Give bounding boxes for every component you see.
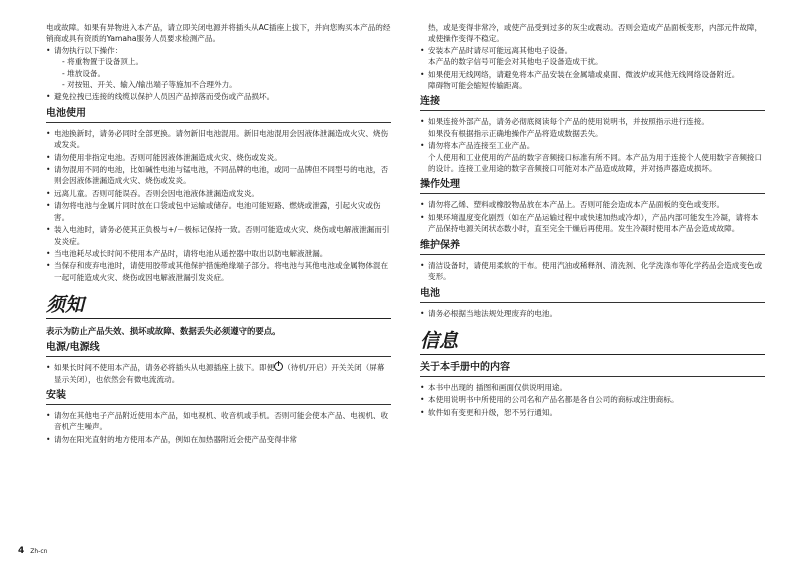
list-item: • 电池换新时，请务必同时全部更换。请勿新旧电池混用。新旧电池混用会因液体泄漏造成火灾、烧伤或发炎。 — [46, 128, 391, 151]
list-item: • 请务必根据当地法规处理废弃的电池。 — [420, 308, 765, 319]
intro-paragraph: 电或故障。如果有异物进入本产品，请立即关闭电源并将插头从AC插座上拔下，并向您购买本产品的经销商或具有资质的Yamaha服务人员要求检测产品。 — [46, 23, 391, 44]
notice-lead: 表示为防止产品失效、损坏或故障、数据丢失必须遵守的要点。 — [46, 326, 281, 337]
section-heading-install: 安装 — [46, 389, 391, 405]
list-item: • 清洁设备时，请使用柔软的干布。使用汽油或稀释剂、清洗剂、化学洗涤布等化学药品会造成变色或变形。 — [420, 260, 765, 283]
install-more-list — [420, 45, 765, 92]
notice-heading: 须知 — [46, 293, 391, 319]
list-item: • 装入电池时，请务必使其正负极与+/－极标记保持一致。否则可能造成火灾、烧伤或电解液泄漏而引发炎症。 — [46, 224, 391, 247]
sub-item: - 对按钮、开关、输入/输出端子等施加不合理外力。 — [62, 80, 237, 90]
list-item: • 请勿在阳光直射的地方使用本产品，例如在加热器附近会使产品变得非常 — [46, 434, 391, 445]
power-list — [46, 362, 391, 385]
battery-list — [46, 128, 391, 283]
power-icon — [274, 362, 283, 371]
list-item: • 请勿在其他电子产品附近使用本产品，如电视机、收音机或手机。否则可能会使本产品、电视机、收音机产生噪声。 — [46, 410, 391, 433]
list-item: • 如果连接外部产品，请务必彻底阅读每个产品的使用说明书，并按照指示进行连接。 如果没有根据指示正确地操作产品将造成数据丢失。 — [420, 116, 765, 139]
list-item: • 请勿使用非指定电池。否则可能因液体泄漏造成火灾、烧伤或发炎。 — [46, 152, 391, 163]
section-heading-battery: 电池使用 — [46, 107, 391, 123]
list-item: • 请勿将本产品连接至工业产品。 个人使用和工业使用的产品的数字音频接口标准有所不同。本产品为用于连接个人使用数字音频接口的设计。连接工业用途的数字音频接口可能对本产品造成故障，并对扬声器造成损坏。 — [420, 140, 765, 174]
list-item: • 软件如有变更和升级，恕不另行通知。 — [420, 407, 765, 418]
section-heading-connect: 连接 — [420, 95, 765, 111]
maintenance-list — [420, 260, 765, 283]
section-heading-power: 电源/电源线 — [46, 341, 391, 357]
list-item: • 本书中出现的 插图和画面仅供说明用途。 — [420, 382, 765, 393]
continued-paragraph: 热，或是变得非常冷，或使产品受到过多的灰尘或震动。否则会造成产品面板变形，内部元件故障，或使操作变得不稳定。 — [428, 23, 763, 44]
section-heading-maintenance: 维护保养 — [420, 239, 765, 255]
list-item: • 当保存和废弃电池时，请使用胶带或其他保护措施绝缘端子部分。将电池与其他电池或金属物体混在一起可能造成火灾、烧伤或因电解液泄漏引发炎症。 — [46, 260, 391, 283]
list-item: • 如果使用无线网络，请避免将本产品安装在金属墙或桌面、微波炉或其他无线网络设备附近。 障碍物可能会缩短传输距离。 — [420, 69, 765, 92]
language-code: Zh-cn — [30, 548, 48, 555]
section-heading-about: 关于本手册中的内容 — [420, 361, 765, 377]
section-heading-handling: 操作处理 — [420, 178, 765, 194]
list-item: • 避免拉拽已连接的线缆以保护人员因产品掉落而受伤或产品损坏。 — [46, 91, 391, 102]
page-number: 4 — [18, 546, 25, 556]
section-heading-battery-disposal: 电池 — [420, 287, 765, 303]
info-heading: 信息 — [420, 329, 765, 355]
left-column — [46, 22, 391, 446]
sub-item: - 将重物置于设备顶上。 — [62, 57, 144, 67]
list-item: • 安装本产品时请尽可能远离其他电子设备。 本产品的数字信号可能会对其他电子设备造成干扰。 — [420, 45, 765, 68]
battery-disposal-list — [420, 308, 765, 319]
about-list — [420, 382, 765, 418]
list-item: • 本使用说明书中所使用的公司名和产品名都是各自公司的商标或注册商标。 — [420, 394, 765, 405]
install-list — [46, 410, 391, 445]
right-column — [420, 22, 765, 419]
list-item: • 请勿将电池与金属片同时放在口袋或包中运输或储存。电池可能短路、燃烧或泄露，引起火灾或伤害。 — [46, 200, 391, 223]
sub-item: - 堆放设备。 — [62, 68, 106, 78]
list-item: • 如果环境温度变化剧烈（如在产品运输过程中或快速加热或冷却），产品内部可能发生冷凝，请将本产品保持电源关闭状态数小时，直至完全干燥后再使用。发生冷凝时使用本产品会造成故障。 — [420, 212, 765, 235]
caution-list — [46, 45, 391, 103]
handling-list — [420, 199, 765, 234]
list-item: • 远离儿童。否则可能误吞。否则会因电池液体泄漏造成发炎。 — [46, 188, 391, 199]
list-item: • 请勿混用不同的电池，比如碱性电池与锰电池，不同品牌的电池，或同一品牌但不同型号的电池，否则会因液体泄漏造成火灾、烧伤或发炎。 — [46, 164, 391, 187]
list-item: • 当电池耗尽或长时间不使用本产品时，请将电池从遥控器中取出以防电解液泄漏。 — [46, 248, 391, 259]
connect-list — [420, 116, 765, 174]
list-item: • 请勿将乙烯、塑料或橡胶物品放在本产品上。否则可能会造成本产品面板的变色或变形。 — [420, 199, 765, 210]
list-item: • 请勿执行以下操作： - 将重物置于设备顶上。 - 堆放设备。 - 对按钮、开关、输入/输出端子等施加不合理外力。 — [46, 45, 391, 91]
page-footer — [18, 546, 47, 556]
list-item: • 如果长时间不使用本产品，请务必将插头从电源插座上拔下。即便 （待机/开启）开关关闭（屏幕显示关闭），也依然会有微电流流动。 — [46, 362, 391, 385]
